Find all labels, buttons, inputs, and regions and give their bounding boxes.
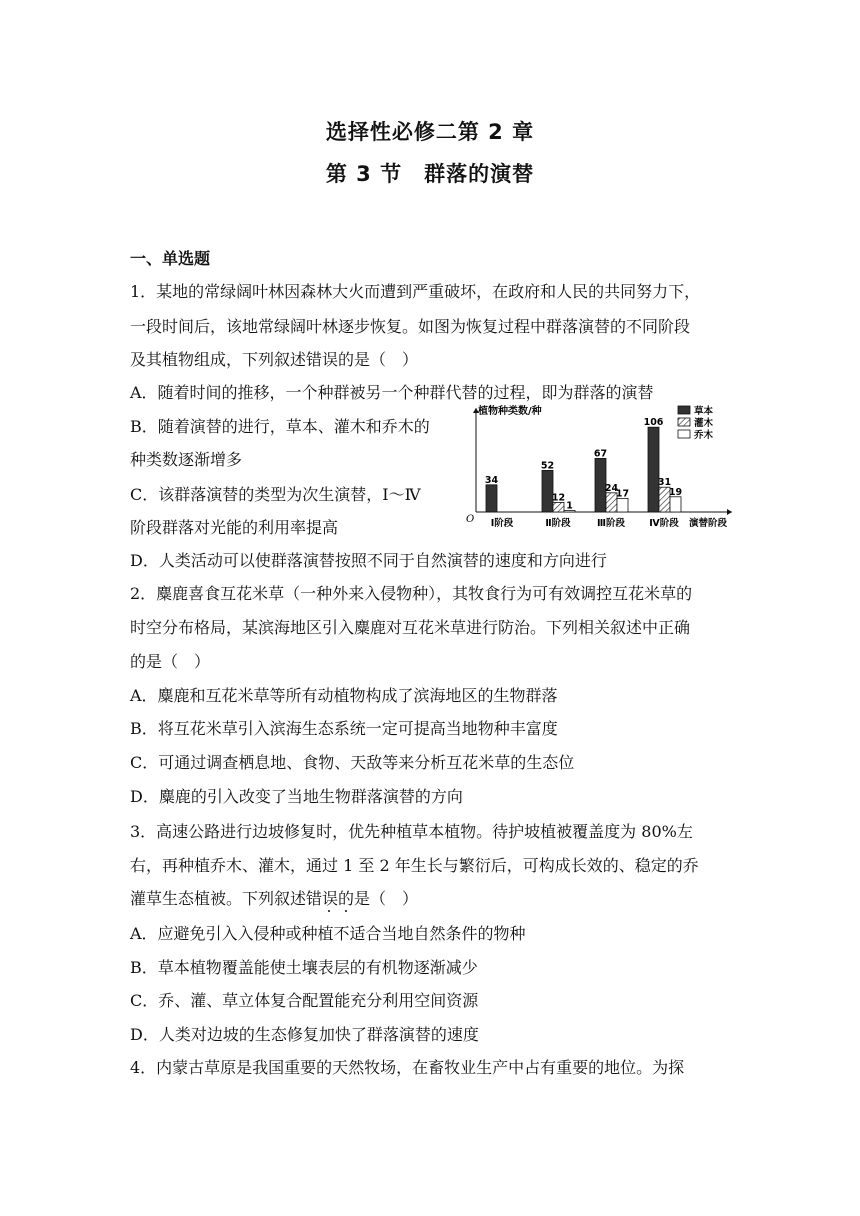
text-line: 3．高速公路进行边坡修复时，优先种植草本植物。待护坡植被覆盖度为 80%左 bbox=[130, 822, 693, 841]
bar-value-label: 34 bbox=[484, 474, 499, 486]
bar-value-label: 24 bbox=[604, 482, 619, 494]
text-line: 1．某地的常绿阔叶林因森林大火而遭到严重破坏，在政府和人民的共同努力下， bbox=[130, 282, 701, 301]
text-line: 一段时间后，该地常绿阔叶林逐步恢复。如图为恢复过程中群落演替的不同阶段 bbox=[130, 317, 691, 336]
section-title: 第 3 节 群落的演替 bbox=[325, 162, 535, 186]
category-tick-label: Ⅳ阶段 bbox=[649, 518, 679, 529]
x-axis-label: 演替阶段 bbox=[689, 518, 728, 529]
chart-bar bbox=[648, 427, 659, 512]
text-line: 种类数逐渐增多 bbox=[130, 450, 243, 469]
option-line: B．随着演替的进行，草本、灌木和乔木的 bbox=[130, 417, 430, 436]
option-line: C．可通过调查栖息地、食物、天敌等来分析互花米草的生态位 bbox=[130, 753, 575, 772]
x-axis-arrow bbox=[727, 509, 732, 515]
legend-swatch bbox=[678, 418, 690, 426]
chart-bar bbox=[617, 498, 628, 512]
chart-bar bbox=[486, 485, 497, 512]
origin-label: O bbox=[466, 514, 475, 525]
emphasis-dot bbox=[328, 910, 330, 912]
bar-value-label: 1 bbox=[566, 500, 573, 512]
chart-bar bbox=[542, 470, 553, 512]
succession-bar-chart bbox=[458, 402, 740, 534]
text-line: 时空分布格局，某滨海地区引入麋鹿对互花米草进行防治。下列相关叙述中正确 bbox=[130, 618, 691, 637]
chapter-title: 选择性必修二第 2 章 bbox=[325, 120, 535, 144]
option-line: A．应避免引入入侵种或种植不适合当地自然条件的物种 bbox=[130, 924, 526, 943]
legend-label: 乔木 bbox=[694, 430, 714, 441]
category-tick-label: Ⅰ阶段 bbox=[490, 518, 514, 529]
text-line: 灌草生态植被。下列叙述错误的是（ ） bbox=[130, 889, 419, 908]
text-line: 的是（ ） bbox=[130, 652, 211, 671]
y-axis-label: 植物种类数/种 bbox=[478, 406, 542, 417]
bar-value-label: 52 bbox=[540, 460, 555, 472]
option-line: A．麋鹿和互花米草等所有动植物构成了滨海地区的生物群落 bbox=[130, 686, 558, 705]
legend-label: 草本 bbox=[694, 406, 714, 417]
category-tick-label: Ⅱ阶段 bbox=[545, 518, 571, 529]
option-line: A．随着时间的推移，一个种群被另一个种群代替的过程，即为群落的演替 bbox=[130, 383, 654, 402]
legend-swatch bbox=[678, 430, 690, 438]
bar-value-label: 67 bbox=[593, 448, 608, 460]
bar-value-label: 19 bbox=[668, 486, 683, 498]
text-line: 2．麋鹿喜食互花米草（一种外来入侵物种），其牧食行为可有效调控互花米草的 bbox=[130, 584, 693, 603]
option-line: D．人类活动可以使群落演替按照不同于自然演替的速度和方向进行 bbox=[130, 551, 607, 570]
section-heading: 一、单选题 bbox=[130, 249, 211, 268]
option-line: B．草本植物覆盖能使土壤表层的有机物逐渐减少 bbox=[130, 958, 478, 977]
text-line: 及其植物组成，下列叙述错误的是（ ） bbox=[130, 350, 419, 369]
text-line: 4．内蒙古草原是我国重要的天然牧场，在畜牧业生产中占有重要的地位。为探 bbox=[130, 1058, 685, 1077]
option-line: D．麋鹿的引入改变了当地生物群落演替的方向 bbox=[130, 787, 463, 806]
legend-swatch bbox=[678, 406, 690, 414]
bar-value-label: 17 bbox=[615, 488, 630, 500]
text-line: 右，再种植乔木、灌木，通过 1 至 2 年生长与繁衍后，可构成长效的、稳定的乔 bbox=[130, 856, 699, 875]
bar-value-label: 106 bbox=[643, 417, 664, 429]
category-tick-label: Ⅲ阶段 bbox=[597, 518, 625, 529]
option-line: C．该群落演替的类型为次生演替，Ⅰ～Ⅳ bbox=[130, 485, 421, 504]
text-line: 阶段群落对光能的利用率提高 bbox=[130, 518, 339, 537]
emphasis-dot bbox=[345, 910, 347, 912]
bar-value-label: 31 bbox=[657, 477, 672, 489]
option-line: C．乔、灌、草立体复合配置能充分利用空间资源 bbox=[130, 991, 479, 1010]
chart-bar bbox=[553, 502, 564, 512]
option-line: D．人类对边坡的生态修复加快了群落演替的速度 bbox=[130, 1025, 479, 1044]
bar-value-label: 12 bbox=[551, 492, 566, 504]
option-line: B．将互花米草引入滨海生态系统一定可提高当地物种丰富度 bbox=[130, 719, 558, 738]
legend-label: 灌木 bbox=[694, 418, 714, 429]
chart-bar bbox=[670, 497, 681, 512]
